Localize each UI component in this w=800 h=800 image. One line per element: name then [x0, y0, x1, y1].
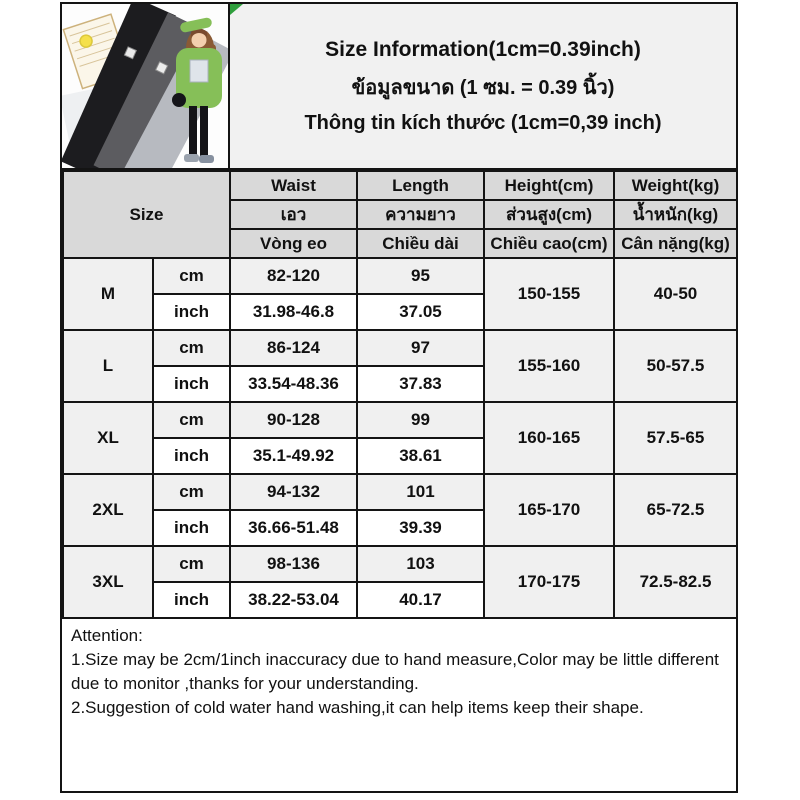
unit-cell-cm: cm: [153, 474, 230, 510]
waist-inch-cell: 33.54-48.36: [230, 366, 357, 402]
col-header-weight: Weight(kg): [614, 171, 737, 200]
weight-cell: 50-57.5: [614, 330, 737, 402]
product-photo-illustration: [62, 4, 228, 168]
attention-note-1: 1.Size may be 2cm/1inch inaccuracy due to hand measure,Color may be little different due to monitor ,thanks for your understanding.: [71, 650, 719, 694]
length-inch-cell: 37.83: [357, 366, 484, 402]
waist-inch-cell: 35.1-49.92: [230, 438, 357, 474]
attention-section: [62, 619, 736, 791]
size-header-cell: Size: [63, 171, 230, 258]
size-cell: 2XL: [63, 474, 153, 546]
unit-cell-cm: cm: [153, 546, 230, 582]
weight-cell: 72.5-82.5: [614, 546, 737, 618]
unit-cell-inch: inch: [153, 582, 230, 618]
product-photo: [62, 4, 230, 168]
attention-note-2: 2.Suggestion of cold water hand washing,it can help items keep their shape.: [71, 698, 644, 718]
unit-cell-inch: inch: [153, 294, 230, 330]
waist-cm-cell: 86-124: [230, 330, 357, 366]
height-cell: 155-160: [484, 330, 614, 402]
sweatshirt-graphic: [190, 60, 208, 82]
col-header-waist-th: เอว: [230, 200, 357, 229]
model-face: [192, 33, 207, 48]
weight-cell: 57.5-65: [614, 402, 737, 474]
col-header-waist: Waist: [230, 171, 357, 200]
title-area: [230, 4, 736, 168]
col-header-weight-vi: Cân nặng(kg): [614, 229, 737, 258]
length-inch-cell: 38.61: [357, 438, 484, 474]
height-cell: 160-165: [484, 402, 614, 474]
model-bag: [172, 93, 186, 107]
length-cm-cell: 101: [357, 474, 484, 510]
unit-cell-cm: cm: [153, 330, 230, 366]
model-leg-left: [189, 106, 197, 156]
length-inch-cell: 39.39: [357, 510, 484, 546]
waist-inch-cell: 38.22-53.04: [230, 582, 357, 618]
attention-heading: Attention:: [71, 626, 143, 645]
header-row-english: [63, 171, 737, 200]
size-cell: XL: [63, 402, 153, 474]
col-header-waist-vi: Vòng eo: [230, 229, 357, 258]
model-leg-right: [200, 106, 208, 156]
size-cell: 3XL: [63, 546, 153, 618]
title-english: Size Information(1cm=0.39inch): [325, 37, 641, 61]
unit-cell-inch: inch: [153, 366, 230, 402]
col-header-height-vi: Chiều cao(cm): [484, 229, 614, 258]
table-row: [63, 258, 737, 294]
header-row: [62, 4, 736, 170]
waist-inch-cell: 31.98-46.8: [230, 294, 357, 330]
height-cell: 150-155: [484, 258, 614, 330]
title-thai: ข้อมูลขนาด (1 ซม. = 0.39 นิ้ว): [351, 76, 615, 99]
weight-cell: 40-50: [614, 258, 737, 330]
table-row: [63, 546, 737, 582]
unit-cell-inch: inch: [153, 510, 230, 546]
weight-cell: 65-72.5: [614, 474, 737, 546]
col-header-height: Height(cm): [484, 171, 614, 200]
length-cm-cell: 99: [357, 402, 484, 438]
waist-cm-cell: 94-132: [230, 474, 357, 510]
col-header-length-th: ความยาว: [357, 200, 484, 229]
unit-cell-cm: cm: [153, 402, 230, 438]
height-cell: 170-175: [484, 546, 614, 618]
waist-cm-cell: 82-120: [230, 258, 357, 294]
size-cell: M: [63, 258, 153, 330]
col-header-length: Length: [357, 171, 484, 200]
col-header-weight-th: น้ำหนัก(kg): [614, 200, 737, 229]
length-inch-cell: 37.05: [357, 294, 484, 330]
length-cm-cell: 97: [357, 330, 484, 366]
waist-inch-cell: 36.66-51.48: [230, 510, 357, 546]
waist-cm-cell: 98-136: [230, 546, 357, 582]
unit-cell-inch: inch: [153, 438, 230, 474]
unit-cell-cm: cm: [153, 258, 230, 294]
col-header-length-vi: Chiều dài: [357, 229, 484, 258]
model-shoe-left: [184, 154, 199, 162]
model-shoe-right: [199, 155, 214, 163]
waist-cm-cell: 90-128: [230, 402, 357, 438]
table-row: [63, 474, 737, 510]
green-corner-marker: [230, 4, 243, 15]
length-inch-cell: 40.17: [357, 582, 484, 618]
size-cell: L: [63, 330, 153, 402]
table-row: [63, 402, 737, 438]
col-header-height-th: ส่วนสูง(cm): [484, 200, 614, 229]
size-chart-panel: [60, 2, 738, 793]
size-table: [62, 170, 738, 619]
length-cm-cell: 103: [357, 546, 484, 582]
height-cell: 165-170: [484, 474, 614, 546]
length-cm-cell: 95: [357, 258, 484, 294]
title-vietnamese: Thông tin kích thước (1cm=0,39 inch): [304, 111, 662, 134]
table-row: [63, 330, 737, 366]
